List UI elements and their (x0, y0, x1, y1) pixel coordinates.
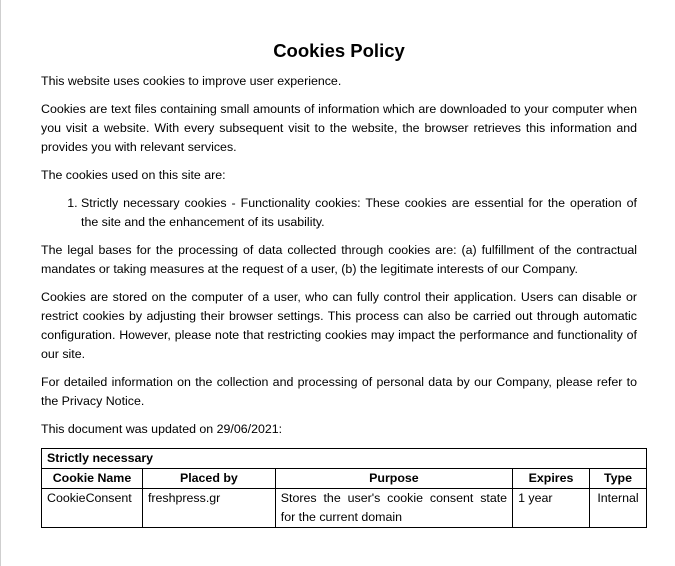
header-expires: Expires (513, 469, 590, 489)
header-purpose: Purpose (275, 469, 512, 489)
cell-type: Internal (589, 489, 646, 528)
cell-cookie-name: CookieConsent (42, 489, 143, 528)
left-border-line (0, 0, 1, 566)
header-type: Type (589, 469, 646, 489)
page-title: Cookies Policy (273, 40, 405, 61)
cell-placed-by: freshpress.gr (142, 489, 275, 528)
cookies-used-intro: The cookies used on this site are: (41, 168, 226, 182)
header-placed-by: Placed by (142, 469, 275, 489)
cookie-type-item: 1. Strictly necessary cookies - Functionality cookies: These cookies are essential for the operation of the site and the enhancement of its usability. (81, 194, 637, 232)
table-section-title: Strictly necessary (42, 449, 647, 469)
cookie-types-list (41, 194, 637, 232)
intro-paragraph: This website uses cookies to improve user experience. (41, 74, 342, 88)
updated-date-paragraph: This document was updated on 29/06/2021: (41, 422, 283, 436)
privacy-notice-paragraph: For detailed information on the collection and processing of personal data by our Company, please refer to the Privacy Notice. (41, 375, 637, 408)
cell-purpose: Stores the user's cookie consent state for the current domain (275, 489, 512, 528)
table-row (42, 489, 647, 528)
legal-bases-paragraph: The legal bases for the processing of data collected through cookies are: (a) fulfillment of the contractual mandates or taking measures at the request of a user, (b) the legitimate interests of our Company. (41, 243, 637, 276)
table-header-row (42, 469, 647, 489)
cookie-storage-paragraph: Cookies are stored on the computer of a user, who can fully control their application. Users can disable or restrict cookies by adjusting their browser settings. This process can also be carried out through automatic configuration. However, please note that restricting cookies may impact the performance and functionality of our site. (41, 290, 637, 361)
cell-expires: 1 year (513, 489, 590, 528)
cookie-definition-paragraph: Cookies are text files containing small amounts of information which are downloaded to your computer when you visit a website. With every subsequent visit to the website, the browser retrieves this information and provides you with relevant services. (41, 102, 637, 154)
table-section-row (42, 449, 647, 469)
header-cookie-name: Cookie Name (42, 469, 143, 489)
cookies-table (41, 448, 647, 528)
cookies-policy-document (41, 38, 637, 528)
